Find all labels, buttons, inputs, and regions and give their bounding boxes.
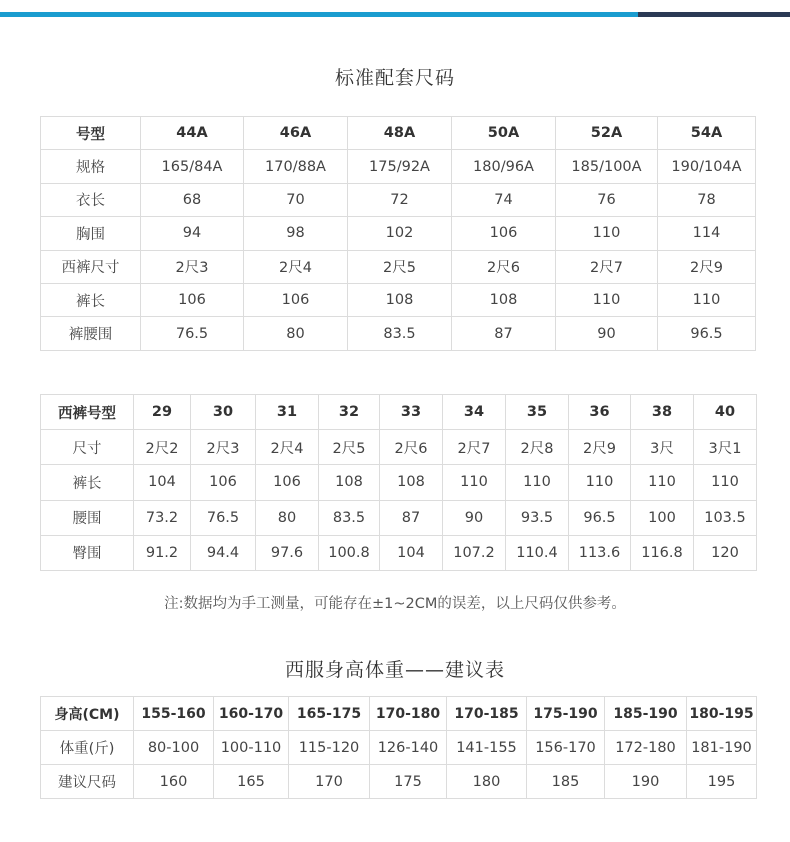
trouser-size-row [41, 500, 757, 535]
standard-size-header-cell: 52A [556, 117, 658, 150]
accent-bar-navy [638, 12, 790, 17]
trouser-size-header-cell: 31 [256, 395, 319, 430]
trouser-size-header-label: 西裤号型 [41, 395, 134, 430]
standard-size-cell: 74 [452, 183, 556, 216]
trouser-size-header-cell: 29 [134, 395, 191, 430]
standard-size-cell: 190/104A [658, 150, 756, 183]
trouser-size-cell: 94.4 [191, 535, 256, 570]
trouser-size-header-cell: 38 [631, 395, 694, 430]
standard-size-row [41, 183, 756, 216]
trouser-size-table [40, 394, 757, 571]
standard-size-header-cell: 50A [452, 117, 556, 150]
height-weight-header-cell: 175-190 [527, 697, 605, 731]
standard-size-cell: 94 [141, 217, 244, 250]
height-weight-header-label: 身高(CM) [41, 697, 134, 731]
trouser-size-cell: 2尺3 [191, 430, 256, 465]
standard-size-cell: 165/84A [141, 150, 244, 183]
standard-size-cell: 106 [141, 283, 244, 316]
height-weight-cell: 175 [370, 765, 447, 799]
height-weight-cell: 156-170 [527, 731, 605, 765]
standard-size-cell: 106 [244, 283, 348, 316]
standard-size-row [41, 150, 756, 183]
standard-size-cell: 96.5 [658, 317, 756, 350]
trouser-size-cell: 96.5 [569, 500, 631, 535]
trouser-size-header-cell: 35 [506, 395, 569, 430]
standard-size-header-label: 号型 [41, 117, 141, 150]
trouser-size-cell: 93.5 [506, 500, 569, 535]
standard-size-cell: 90 [556, 317, 658, 350]
trouser-size-row-label: 尺寸 [41, 430, 134, 465]
height-weight-cell: 170 [289, 765, 370, 799]
trouser-size-cell: 104 [134, 465, 191, 500]
standard-size-header-cell: 46A [244, 117, 348, 150]
height-weight-cell: 190 [605, 765, 687, 799]
trouser-size-cell: 87 [380, 500, 443, 535]
height-weight-row [41, 765, 757, 799]
standard-size-cell: 98 [244, 217, 348, 250]
measurement-note: 注:数据均为手工测量，可能存在±1~2CM的误差，以上尺码仅供参考。 [164, 596, 626, 612]
height-weight-header-cell: 155-160 [134, 697, 214, 731]
standard-size-cell: 2尺7 [556, 250, 658, 283]
trouser-size-cell: 2尺5 [319, 430, 380, 465]
trouser-size-cell: 3尺1 [694, 430, 757, 465]
standard-size-row-label: 西裤尺寸 [41, 250, 141, 283]
section1-title: 标准配套尺码 [334, 67, 455, 89]
trouser-size-cell: 110 [694, 465, 757, 500]
trouser-size-row [41, 430, 757, 465]
standard-size-cell: 2尺5 [348, 250, 452, 283]
trouser-size-cell: 104 [380, 535, 443, 570]
trouser-size-cell: 120 [694, 535, 757, 570]
height-weight-row-label: 建议尺码 [41, 765, 134, 799]
trouser-size-cell: 73.2 [134, 500, 191, 535]
trouser-size-cell: 2尺6 [380, 430, 443, 465]
height-weight-header-cell: 180-195 [687, 697, 757, 731]
standard-size-row [41, 317, 756, 350]
height-weight-row-label: 体重(斤) [41, 731, 134, 765]
trouser-size-cell: 2尺4 [256, 430, 319, 465]
standard-size-cell: 2尺4 [244, 250, 348, 283]
trouser-size-cell: 106 [191, 465, 256, 500]
trouser-size-cell: 2尺9 [569, 430, 631, 465]
trouser-size-row [41, 535, 757, 570]
trouser-size-cell: 2尺7 [443, 430, 506, 465]
trouser-size-cell: 107.2 [443, 535, 506, 570]
standard-size-cell: 87 [452, 317, 556, 350]
standard-size-cell: 2尺6 [452, 250, 556, 283]
height-weight-header-cell: 185-190 [605, 697, 687, 731]
trouser-size-cell: 108 [319, 465, 380, 500]
standard-size-cell: 102 [348, 217, 452, 250]
trouser-size-header-cell: 30 [191, 395, 256, 430]
height-weight-header-cell: 170-180 [370, 697, 447, 731]
trouser-size-cell: 100.8 [319, 535, 380, 570]
trouser-size-cell: 106 [256, 465, 319, 500]
trouser-size-row [41, 465, 757, 500]
trouser-size-cell: 76.5 [191, 500, 256, 535]
trouser-size-cell: 110 [631, 465, 694, 500]
standard-size-cell: 110 [556, 217, 658, 250]
trouser-size-header-cell: 32 [319, 395, 380, 430]
trouser-size-row-label: 裤长 [41, 465, 134, 500]
trouser-size-header-cell: 36 [569, 395, 631, 430]
standard-size-cell: 83.5 [348, 317, 452, 350]
height-weight-cell: 126-140 [370, 731, 447, 765]
standard-size-header-cell: 44A [141, 117, 244, 150]
trouser-size-cell: 3尺 [631, 430, 694, 465]
standard-size-cell: 180/96A [452, 150, 556, 183]
height-weight-cell: 115-120 [289, 731, 370, 765]
standard-size-cell: 175/92A [348, 150, 452, 183]
standard-size-row [41, 250, 756, 283]
standard-size-cell: 70 [244, 183, 348, 216]
trouser-size-cell: 2尺2 [134, 430, 191, 465]
trouser-size-header-cell: 34 [443, 395, 506, 430]
standard-size-row [41, 217, 756, 250]
standard-size-header-row [41, 117, 756, 150]
top-accent-bar [0, 12, 790, 17]
trouser-size-cell: 110 [506, 465, 569, 500]
trouser-size-cell: 97.6 [256, 535, 319, 570]
standard-size-cell: 110 [658, 283, 756, 316]
standard-size-cell: 106 [452, 217, 556, 250]
trouser-size-header-cell: 33 [380, 395, 443, 430]
height-weight-table [40, 696, 757, 799]
standard-size-header-cell: 54A [658, 117, 756, 150]
standard-size-cell: 108 [452, 283, 556, 316]
height-weight-cell: 185 [527, 765, 605, 799]
standard-size-row-label: 胸围 [41, 217, 141, 250]
height-weight-row [41, 731, 757, 765]
standard-size-cell: 80 [244, 317, 348, 350]
height-weight-header-cell: 170-185 [447, 697, 527, 731]
height-weight-header-cell: 160-170 [214, 697, 289, 731]
accent-bar-blue [0, 12, 638, 17]
standard-size-cell: 78 [658, 183, 756, 216]
height-weight-cell: 100-110 [214, 731, 289, 765]
trouser-size-cell: 2尺8 [506, 430, 569, 465]
trouser-size-cell: 90 [443, 500, 506, 535]
standard-size-table [40, 116, 756, 351]
height-weight-cell: 160 [134, 765, 214, 799]
trouser-size-header-row [41, 395, 757, 430]
standard-size-row-label: 裤腰围 [41, 317, 141, 350]
standard-size-cell: 185/100A [556, 150, 658, 183]
standard-size-row-label: 规格 [41, 150, 141, 183]
height-weight-cell: 165 [214, 765, 289, 799]
standard-size-cell: 76.5 [141, 317, 244, 350]
trouser-size-row-label: 腰围 [41, 500, 134, 535]
standard-size-cell: 114 [658, 217, 756, 250]
trouser-size-cell: 83.5 [319, 500, 380, 535]
trouser-size-cell: 110 [443, 465, 506, 500]
trouser-size-cell: 100 [631, 500, 694, 535]
height-weight-cell: 180 [447, 765, 527, 799]
standard-size-row [41, 283, 756, 316]
height-weight-cell: 195 [687, 765, 757, 799]
standard-size-cell: 170/88A [244, 150, 348, 183]
section3-title: 西服身高体重——建议表 [284, 659, 505, 681]
height-weight-cell: 181-190 [687, 731, 757, 765]
height-weight-cell: 172-180 [605, 731, 687, 765]
height-weight-header-row [41, 697, 757, 731]
trouser-size-cell: 91.2 [134, 535, 191, 570]
trouser-size-cell: 110.4 [506, 535, 569, 570]
trouser-size-cell: 108 [380, 465, 443, 500]
standard-size-cell: 68 [141, 183, 244, 216]
trouser-size-cell: 113.6 [569, 535, 631, 570]
trouser-size-cell: 116.8 [631, 535, 694, 570]
height-weight-cell: 141-155 [447, 731, 527, 765]
standard-size-cell: 2尺9 [658, 250, 756, 283]
standard-size-cell: 72 [348, 183, 452, 216]
trouser-size-cell: 110 [569, 465, 631, 500]
standard-size-cell: 76 [556, 183, 658, 216]
standard-size-row-label: 裤长 [41, 283, 141, 316]
standard-size-cell: 108 [348, 283, 452, 316]
trouser-size-cell: 103.5 [694, 500, 757, 535]
standard-size-header-cell: 48A [348, 117, 452, 150]
height-weight-cell: 80-100 [134, 731, 214, 765]
trouser-size-header-cell: 40 [694, 395, 757, 430]
height-weight-header-cell: 165-175 [289, 697, 370, 731]
trouser-size-cell: 80 [256, 500, 319, 535]
standard-size-row-label: 衣长 [41, 183, 141, 216]
standard-size-cell: 110 [556, 283, 658, 316]
standard-size-cell: 2尺3 [141, 250, 244, 283]
trouser-size-row-label: 臀围 [41, 535, 134, 570]
